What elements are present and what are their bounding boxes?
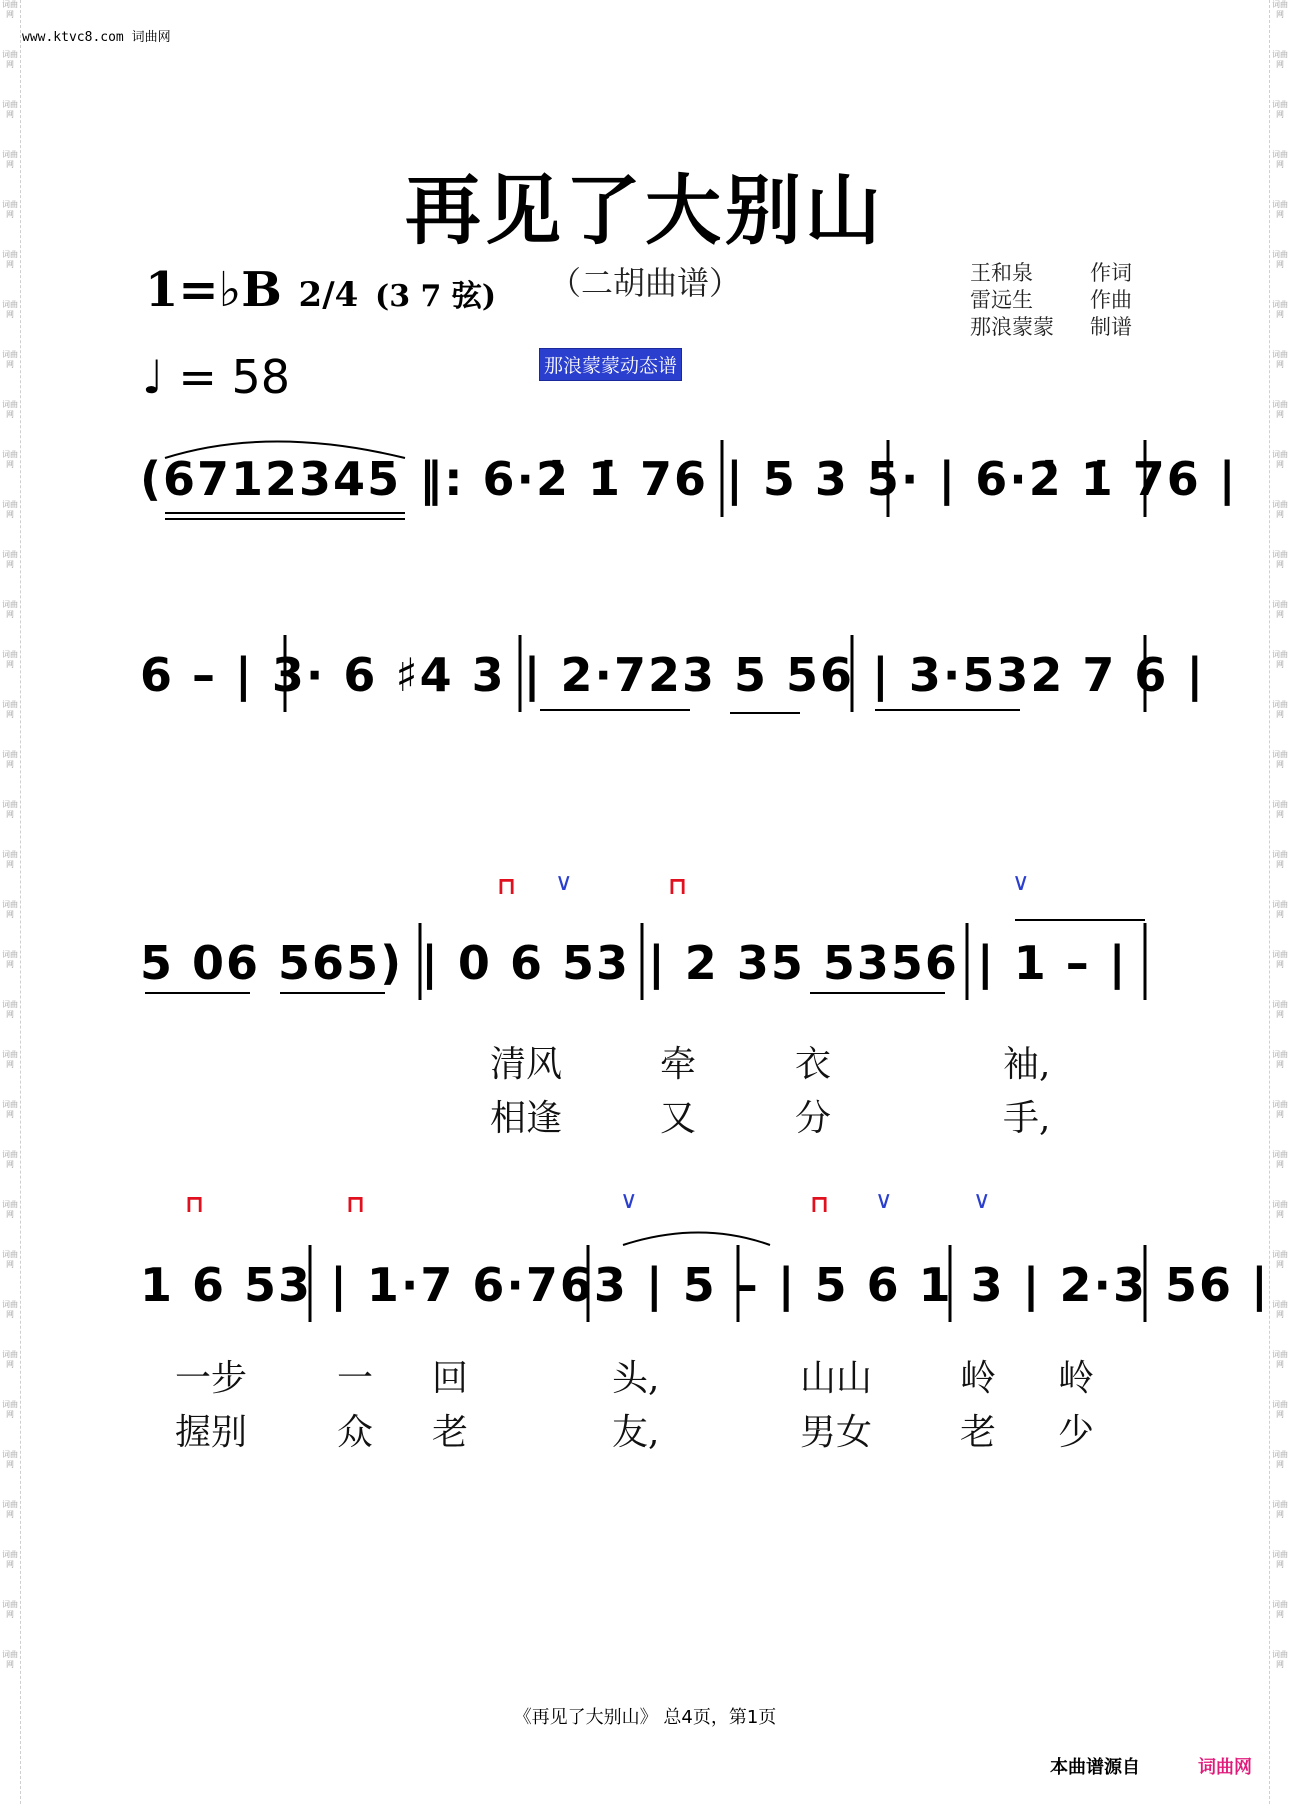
song-title: 再见了大别山 (405, 166, 885, 255)
staff-line-1: (6712345 ‖: 6·2̇ 1̇ 76 | 5 3 5· | 6·2̇ 1̇ 76 | (140, 452, 1238, 506)
watermark-text: 词曲网 (1272, 1450, 1288, 1469)
watermark-text: 词曲网 (2, 750, 18, 769)
lyric-word: 众 (337, 1412, 374, 1453)
watermark-text: 词曲网 (1272, 350, 1288, 369)
bowing-mark: ⊓ (185, 1190, 205, 1218)
tempo-value: = 58 (178, 350, 291, 404)
watermark-text: 词曲网 (2, 1350, 18, 1369)
watermark-text: 词曲网 (1272, 250, 1288, 269)
lyric-word: 相逢 (490, 1098, 563, 1139)
watermark-text: 词曲网 (1272, 150, 1288, 169)
lyric-word: 山山 (800, 1358, 873, 1399)
watermark-text: 词曲网 (2, 200, 18, 219)
watermark-text: 词曲网 (2, 500, 18, 519)
lyric-word: 又 (660, 1098, 697, 1139)
lyric-word: 握别 (175, 1412, 248, 1453)
watermark-text: 词曲网 (1272, 1200, 1288, 1219)
watermark-text: 词曲网 (1272, 50, 1288, 69)
watermark-text: 词曲网 (2, 800, 18, 819)
bowing-mark: ⊓ (810, 1190, 830, 1218)
watermark-text: 词曲网 (2, 150, 18, 169)
bowing-mark: ⊓ (346, 1190, 366, 1218)
lyric-word: 一步 (175, 1358, 248, 1399)
watermark-text: 词曲网 (2, 1000, 18, 1019)
watermark-text: 词曲网 (2, 1400, 18, 1419)
watermark-text: 词曲网 (1272, 600, 1288, 619)
watermark-text: 词曲网 (1272, 700, 1288, 719)
upbow-mark: ∨ (555, 868, 573, 896)
watermark-text: 词曲网 (1272, 950, 1288, 969)
watermark-text: 词曲网 (2, 300, 18, 319)
lyric-word: 老 (960, 1412, 997, 1453)
lyric-word: 少 (1058, 1412, 1095, 1453)
watermark-text: 词曲网 (2, 1100, 18, 1119)
watermark-text: 词曲网 (2, 250, 18, 269)
watermark-text: 词曲网 (2, 400, 18, 419)
watermark-text: 词曲网 (2, 550, 18, 569)
watermark-text: 词曲网 (1272, 650, 1288, 669)
slur (165, 442, 405, 459)
credit-row: 那浪蒙蒙 制谱 (970, 315, 1132, 339)
watermark-text: 词曲网 (2, 100, 18, 119)
dynamic-score-badge[interactable]: 那浪蒙蒙动态谱 (539, 348, 682, 381)
watermark-text: 词曲网 (2, 1650, 18, 1669)
watermark-text: 词曲网 (1272, 200, 1288, 219)
lyric-word: 牵 (660, 1044, 697, 1085)
watermark-text: 词曲网 (1272, 1350, 1288, 1369)
watermark-text: 词曲网 (1272, 0, 1288, 19)
watermark-text: 词曲网 (2, 650, 18, 669)
watermark-text: 词曲网 (1272, 1500, 1288, 1519)
watermark-text: 词曲网 (2, 1250, 18, 1269)
lyric-word: 岭 (1058, 1358, 1095, 1399)
song-subtitle: （二胡曲谱） (548, 264, 741, 302)
upbow-mark: ∨ (973, 1186, 991, 1214)
watermark-text: 词曲网 (1272, 1000, 1288, 1019)
watermark-text: 词曲网 (2, 1050, 18, 1069)
watermark-text: 词曲网 (1272, 1600, 1288, 1619)
watermark-text: 词曲网 (2, 1500, 18, 1519)
lyric-word: 一 (337, 1358, 374, 1399)
watermark-text: 词曲网 (2, 1150, 18, 1169)
upbow-mark: ∨ (620, 1186, 638, 1214)
bowing-mark: ⊓ (668, 872, 688, 900)
watermark-text: 词曲网 (1272, 400, 1288, 419)
lyric-word: 袖, (1003, 1044, 1051, 1085)
watermark-text: 词曲网 (1272, 900, 1288, 919)
staff-line-3: 5 06 565) | 0 6 53 | 2 35 5356 | 1 – | (140, 936, 1128, 990)
lyric-word: 分 (795, 1098, 832, 1139)
staff-line-4: 1 6 53 | 1·7 6·763 | 5 – | 5 6 1 3 | 2·3 56 | (140, 1258, 1270, 1312)
source-label: 本曲谱源自 (1050, 1757, 1140, 1778)
site-header[interactable]: www.ktvc8.com 词曲网 (22, 30, 171, 45)
upbow-mark: ∨ (1012, 868, 1030, 896)
credit-row: 王和泉 作词 (970, 261, 1132, 285)
watermark-text: 词曲网 (1272, 1550, 1288, 1569)
watermark-text: 词曲网 (2, 900, 18, 919)
watermark-text: 词曲网 (2, 600, 18, 619)
tie (623, 1233, 770, 1246)
upbow-mark: ∨ (875, 1186, 893, 1214)
lyric-word: 岭 (960, 1358, 997, 1399)
watermark-text: 词曲网 (2, 1600, 18, 1619)
lyric-word: 衣 (795, 1044, 832, 1085)
watermark-text: 词曲网 (1272, 1050, 1288, 1069)
page-footer: 《再见了大别山》 总4页，第1页 (513, 1707, 777, 1728)
watermark-text: 词曲网 (2, 1300, 18, 1319)
watermark-text: 词曲网 (2, 350, 18, 369)
credit-row: 雷远生 作曲 (970, 288, 1132, 312)
watermark-text: 词曲网 (1272, 100, 1288, 119)
watermark-text: 词曲网 (1272, 750, 1288, 769)
watermark-text: 词曲网 (1272, 1150, 1288, 1169)
watermark-text: 词曲网 (1272, 300, 1288, 319)
key-text: 1=♭B (145, 262, 282, 318)
source-brand-link[interactable]: 词曲网 (1198, 1757, 1252, 1778)
watermark-text: 词曲网 (1272, 1650, 1288, 1669)
quarter-note-icon: ♩ (142, 350, 164, 404)
lyric-word: 头, (612, 1358, 660, 1399)
tuning-text: (3 7 弦) (375, 279, 497, 314)
watermark-text: 词曲网 (1272, 1250, 1288, 1269)
watermark-text: 词曲网 (2, 1200, 18, 1219)
staff-line-2: 6 – | 3· 6 ♯4 3 | 2·723 5 56 | 3·532 7 6 | (140, 648, 1206, 702)
watermark-text: 词曲网 (2, 450, 18, 469)
watermark-text: 词曲网 (2, 850, 18, 869)
watermark-text: 词曲网 (1272, 800, 1288, 819)
watermark-text: 词曲网 (1272, 1300, 1288, 1319)
watermark-text: 词曲网 (1272, 850, 1288, 869)
watermark-text: 词曲网 (2, 50, 18, 69)
watermark-text: 词曲网 (1272, 550, 1288, 569)
watermark-text: 词曲网 (1272, 500, 1288, 519)
watermark-text: 词曲网 (1272, 1400, 1288, 1419)
watermark-text: 词曲网 (1272, 450, 1288, 469)
lyric-word: 回 (432, 1358, 469, 1399)
lyric-word: 友, (612, 1412, 660, 1453)
watermark-text: 词曲网 (1272, 1100, 1288, 1119)
watermark-text: 词曲网 (2, 950, 18, 969)
lyric-word: 手, (1003, 1098, 1051, 1139)
watermark-text: 词曲网 (2, 1550, 18, 1569)
watermark-text: 词曲网 (2, 700, 18, 719)
lyric-word: 男女 (800, 1412, 873, 1453)
lyric-word: 老 (432, 1412, 469, 1453)
watermark-text: 词曲网 (2, 0, 18, 19)
lyric-word: 清风 (490, 1044, 563, 1085)
bowing-mark: ⊓ (497, 872, 517, 900)
watermark-text: 词曲网 (2, 1450, 18, 1469)
time-signature: 2/4 (298, 275, 359, 315)
